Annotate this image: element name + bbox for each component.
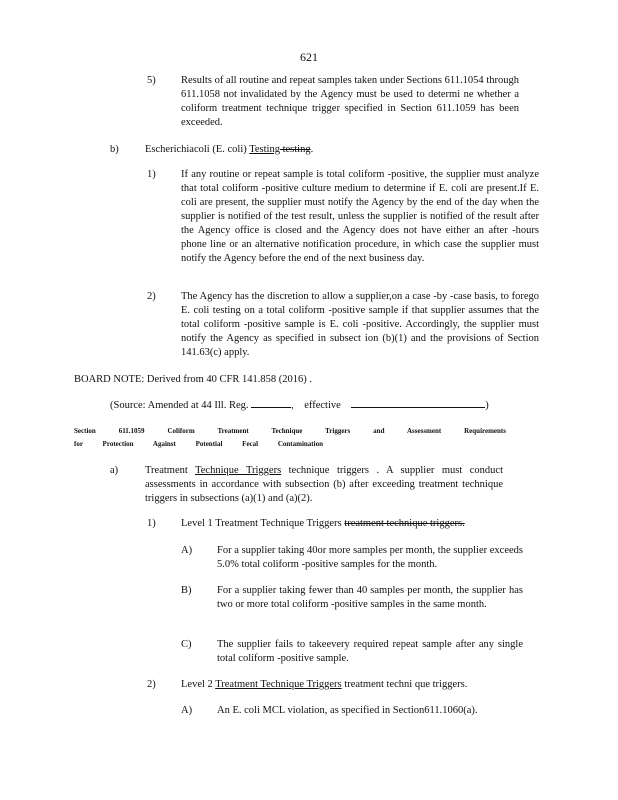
blank-line bbox=[351, 397, 485, 408]
source-comma: , bbox=[291, 400, 294, 411]
subsection-a-text bbox=[145, 464, 503, 506]
source-effective: effective bbox=[304, 400, 341, 411]
source-close: ) bbox=[485, 400, 489, 411]
a2-heading bbox=[181, 678, 467, 692]
a1-heading bbox=[181, 517, 465, 531]
section-heading-cont: for Protection Against Potential Fecal Contamination bbox=[74, 440, 323, 448]
a1-B-text: For a supplier taking fewer than 40 samples per month, the supplier has two or more total coliform -positive samples in the same month. bbox=[217, 585, 523, 610]
a1-C-text: The supplier fails to takeevery required repeat sample after any single total coliform -positive sample. bbox=[217, 639, 523, 664]
a2-A-text: An E. coli MCL violation, as specified in Section611.1060(a). bbox=[217, 705, 478, 716]
blank-line bbox=[251, 397, 291, 408]
item-marker: A) bbox=[181, 545, 193, 556]
heading-text: Escherichiacoli (E. coli) bbox=[145, 144, 250, 155]
b2-text: The Agency has the discretion to allow a supplier,on a case -by -case basis, to forego E. coli testing on a total coliform -positive sample if that supplier assumes that the total coliform -positive sample is E. coli -positive. Accordingly, the supplier must notify the Agency as specified in subsect ion (b)(1) and the provisions of Section 141.63(c) apply. bbox=[181, 291, 539, 358]
item-marker: 1) bbox=[147, 169, 156, 180]
source-note bbox=[110, 397, 489, 413]
item-marker: 2) bbox=[147, 291, 156, 302]
source-text: (Source: Amended at 44 Ill. Reg. bbox=[110, 400, 249, 411]
inserted-text: Treatment Technique Triggers bbox=[215, 518, 342, 529]
sub-a-lead: Treatment bbox=[145, 465, 196, 476]
deleted-text: treatment technique triggers. bbox=[344, 518, 465, 529]
item-marker: 1) bbox=[147, 518, 156, 529]
item-marker: A) bbox=[181, 705, 193, 716]
a2-lead: Level 2 bbox=[181, 679, 216, 690]
heading-tail: . bbox=[310, 144, 314, 155]
page-number: 621 bbox=[300, 50, 318, 64]
inserted-text: Testing bbox=[249, 144, 280, 155]
item-marker: B) bbox=[181, 585, 192, 596]
a1-A-text: For a supplier taking 40or more samples per month, the supplier exceeds 5.0% total coliform -positive samples for the month. bbox=[217, 545, 523, 570]
deleted-text: testing bbox=[279, 144, 311, 155]
subsection-marker: b) bbox=[110, 144, 119, 155]
item-marker: 2) bbox=[147, 679, 156, 690]
subsection-b-heading bbox=[145, 143, 313, 157]
sub-a-tail: technique triggers . A supplier must conduct assessments in accordance with subsection (b) after exceeding treatment technique triggers in subsections (a)(1) and (a)(2). bbox=[145, 465, 503, 504]
inserted-text: Technique Triggers bbox=[195, 465, 282, 476]
a2-tail: treatment techni que triggers. bbox=[341, 679, 468, 690]
inserted-text: Treatment Technique Triggers bbox=[215, 679, 342, 690]
board-note: BOARD NOTE: Derived from 40 CFR 141.858 (2016) . bbox=[74, 374, 312, 385]
subsection-marker: a) bbox=[110, 465, 119, 476]
item-marker: 5) bbox=[147, 75, 156, 86]
b1-text: If any routine or repeat sample is total coliform -positive, the supplier must analyze that total coliform -positive culture medium to determine if E. coli are present.If E. coli are present, the supplier must notify the Agency by the end of the day when the supplier is notified of the test result, unless the supplier is notified of the result after the Agency office is closed and the Agency does not have either an after -hours phone line or an alternative notification procedure, in which case the supplier must notify the Agency before the end of the next business day. bbox=[181, 169, 539, 264]
section-heading: Section 611.1059 Coliform Treatment Technique Triggers and Assessment Requirements bbox=[74, 427, 506, 435]
item-5-text: Results of all routine and repeat samples taken under Sections 611.1054 through 611.1058 not invalidated by the Agency must be used to determi ne whether a coliform treatment technique trigger specified in Section 611.1059 has been exceeded. bbox=[181, 75, 519, 128]
item-marker: C) bbox=[181, 639, 192, 650]
a1-lead: Level 1 bbox=[181, 518, 216, 529]
